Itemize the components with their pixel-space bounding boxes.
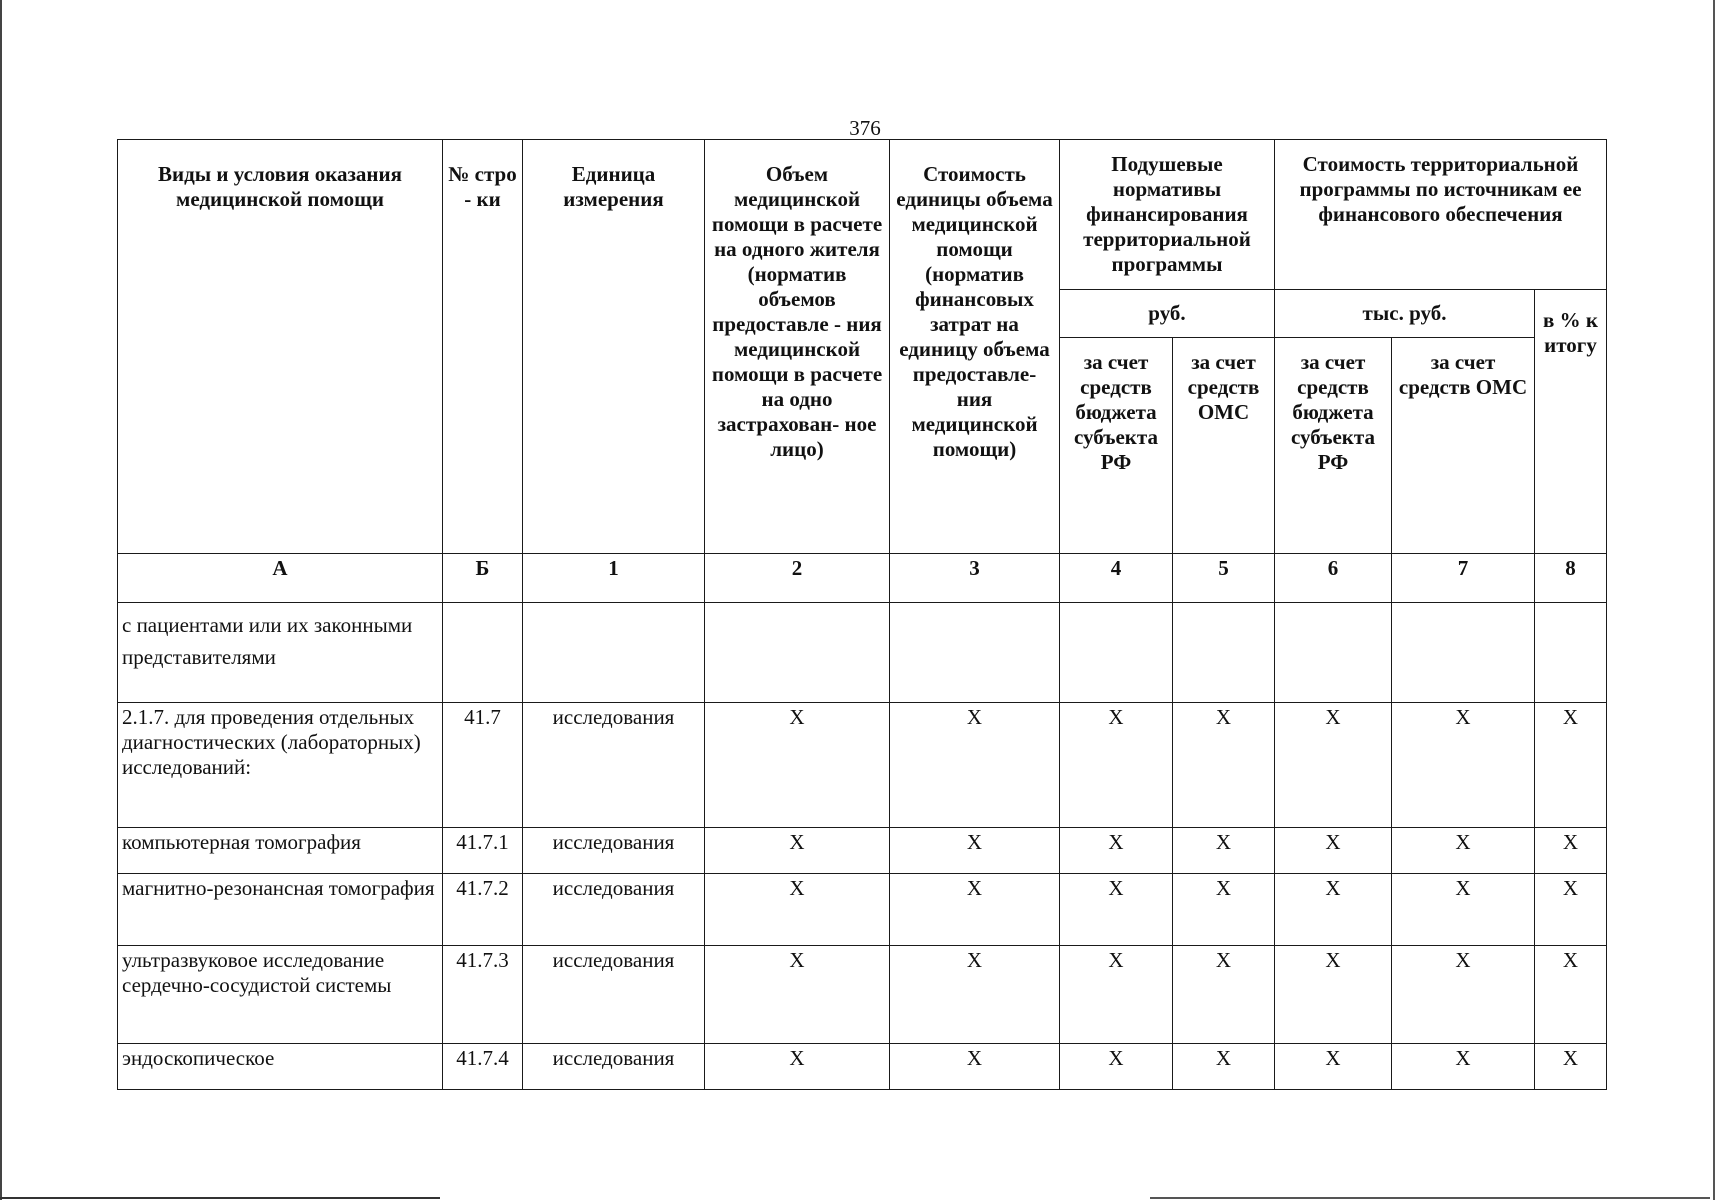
column-number: 4 [1060, 554, 1173, 603]
row-unit: исследования [523, 703, 705, 828]
row-value: X [890, 874, 1060, 946]
row-value: X [1173, 828, 1275, 874]
header-col-1: Единица измерения [523, 140, 705, 554]
header-group-per-capita: Подушевые нормативы финансирования территориальной программы [1060, 140, 1275, 290]
row-value: X [705, 828, 890, 874]
column-number-row [118, 554, 1607, 603]
row-value [1535, 603, 1607, 703]
row-value: X [890, 828, 1060, 874]
column-number: 3 [890, 554, 1060, 603]
row-line: 41.7.4 [443, 1044, 523, 1090]
row-line: 41.7.1 [443, 828, 523, 874]
row-line: 41.7.3 [443, 946, 523, 1044]
row-line [443, 603, 523, 703]
bottom-rule [0, 1197, 440, 1199]
row-value: X [1275, 1044, 1392, 1090]
row-name: ультразвуковое исследование сердечно-сосудистой системы [118, 946, 443, 1044]
row-value: X [1535, 828, 1607, 874]
row-name: 2.1.7. для проведения отдельных диагностических (лабораторных) исследований: [118, 703, 443, 828]
row-value: X [890, 1044, 1060, 1090]
column-number: 8 [1535, 554, 1607, 603]
row-value: X [1275, 874, 1392, 946]
row-name: с пациентами или их законными представителями [118, 603, 443, 703]
row-value: X [1535, 1044, 1607, 1090]
table-row [118, 828, 1607, 874]
scan-right-edge [1713, 0, 1715, 1200]
bottom-rule-right [1150, 1197, 1710, 1199]
row-value: X [1535, 874, 1607, 946]
row-value: X [1173, 1044, 1275, 1090]
table-row [118, 946, 1607, 1044]
row-value: X [1060, 874, 1173, 946]
row-unit: исследования [523, 828, 705, 874]
row-value: X [890, 703, 1060, 828]
row-value: X [1392, 703, 1535, 828]
page-number: 376 [849, 116, 881, 140]
row-value: X [1173, 703, 1275, 828]
row-name: магнитно-резонансная томография [118, 874, 443, 946]
column-number: 5 [1173, 554, 1275, 603]
row-unit: исследования [523, 946, 705, 1044]
row-unit: исследования [523, 874, 705, 946]
table-row [118, 703, 1607, 828]
row-unit: исследования [523, 1044, 705, 1090]
column-number: Б [443, 554, 523, 603]
row-value: X [1392, 828, 1535, 874]
header-unit-rub: руб. [1060, 290, 1275, 338]
row-value: X [1060, 703, 1173, 828]
header-col-2: Объем медицинской помощи в расчете на одного жителя (норматив объемов предоставле - ния медицинской помощи в расчете на одно застрахован- ное лицо) [705, 140, 890, 554]
row-value: X [1060, 946, 1173, 1044]
row-value: X [1275, 828, 1392, 874]
header-col-3: Стоимость единицы объема медицинской помощи (норматив финансовых затрат на единицу объема предоставле- ния медицинской помощи) [890, 140, 1060, 554]
row-value [1392, 603, 1535, 703]
row-value [705, 603, 890, 703]
row-value: X [705, 1044, 890, 1090]
row-value: X [1275, 703, 1392, 828]
row-value [890, 603, 1060, 703]
row-value: X [1392, 1044, 1535, 1090]
row-value: X [705, 946, 890, 1044]
header-col-b: № стро - ки [443, 140, 523, 554]
column-number: 7 [1392, 554, 1535, 603]
row-value: X [1275, 946, 1392, 1044]
column-number: А [118, 554, 443, 603]
row-value: X [705, 874, 890, 946]
header-oms-rub: за счет средств ОМС [1173, 338, 1275, 554]
header-unit-thousand-rub: тыс. руб. [1275, 290, 1535, 338]
row-line: 41.7.2 [443, 874, 523, 946]
row-value: X [1060, 828, 1173, 874]
financing-table [117, 139, 1607, 1090]
header-budget-rf-rub: за счет средств бюджета субъекта РФ [1060, 338, 1173, 554]
column-number: 2 [705, 554, 890, 603]
row-value: X [1173, 946, 1275, 1044]
header-oms-thousand: за счет средств ОМС [1392, 338, 1535, 554]
row-name: компьютерная томография [118, 828, 443, 874]
table-row [118, 603, 1607, 703]
row-value: X [1173, 874, 1275, 946]
row-value [1275, 603, 1392, 703]
row-line: 41.7 [443, 703, 523, 828]
header-budget-rf-thousand: за счет средств бюджета субъекта РФ [1275, 338, 1392, 554]
row-value: X [1535, 946, 1607, 1044]
scan-left-edge [0, 0, 2, 1200]
row-value [1060, 603, 1173, 703]
row-value: X [1535, 703, 1607, 828]
row-value: X [1392, 874, 1535, 946]
row-value: X [1392, 946, 1535, 1044]
table-row [118, 1044, 1607, 1090]
header-percent-total: в % к итогу [1535, 290, 1607, 554]
row-value: X [890, 946, 1060, 1044]
row-value [1173, 603, 1275, 703]
row-value: X [705, 703, 890, 828]
header-group-cost: Стоимость территориальной программы по источникам ее финансового обеспечения [1275, 140, 1607, 290]
header-col-a: Виды и условия оказания медицинской помощи [118, 140, 443, 554]
row-value: X [1060, 1044, 1173, 1090]
column-number: 6 [1275, 554, 1392, 603]
row-unit [523, 603, 705, 703]
column-number: 1 [523, 554, 705, 603]
row-name: эндоскопическое [118, 1044, 443, 1090]
table-row [118, 874, 1607, 946]
